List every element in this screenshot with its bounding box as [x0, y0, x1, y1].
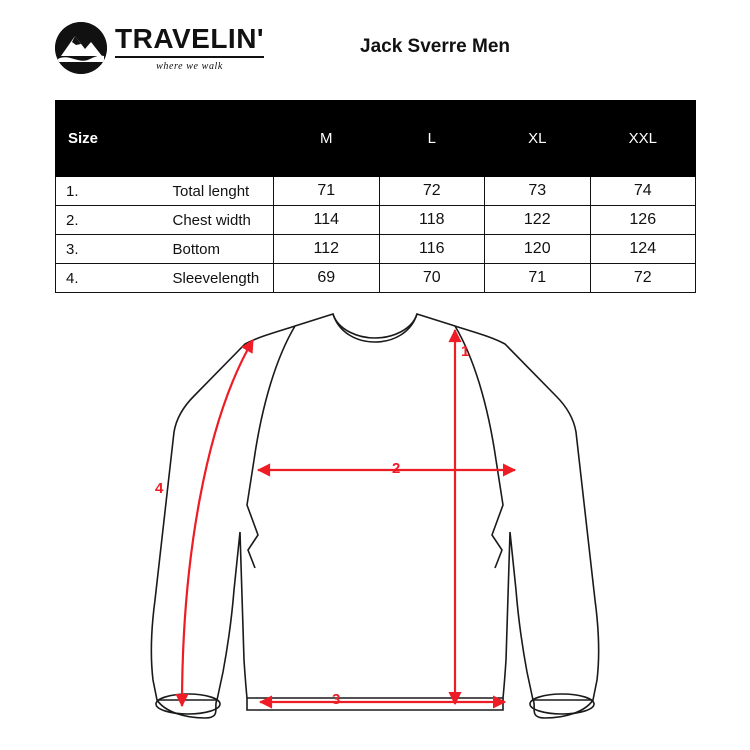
- table-header-row: [56, 101, 696, 177]
- cell-xxl: 74: [590, 177, 696, 206]
- table-row: [56, 235, 696, 264]
- cell-m: 114: [274, 206, 380, 235]
- table-row: [56, 264, 696, 293]
- column-header-size: Size: [56, 101, 274, 177]
- size-table: [55, 100, 696, 293]
- cell-xl: 71: [485, 264, 591, 293]
- shirt-outline: [151, 314, 598, 718]
- cell-l: 72: [379, 177, 485, 206]
- arrow-sleeve-length: [182, 340, 253, 706]
- cell-xxl: 72: [590, 264, 696, 293]
- marker-label-1: 1: [461, 343, 470, 360]
- table-row: [56, 206, 696, 235]
- row-number: 2.: [56, 206, 165, 235]
- row-measure: Total lenght: [165, 177, 274, 206]
- row-number: 1.: [56, 177, 165, 206]
- cell-l: 118: [379, 206, 485, 235]
- marker-label-2: 2: [392, 460, 401, 477]
- row-number: 3.: [56, 235, 165, 264]
- column-header-xxl: XXL: [590, 101, 696, 177]
- measure-arrows: [182, 330, 515, 706]
- cell-xl: 122: [485, 206, 591, 235]
- cell-m: 112: [274, 235, 380, 264]
- marker-label-3: 3: [332, 691, 341, 708]
- column-header-xl: XL: [485, 101, 591, 177]
- cell-xl: 73: [485, 177, 591, 206]
- page-title: Jack Sverre Men: [360, 36, 510, 57]
- garment-illustration: [0, 300, 750, 750]
- row-measure: Bottom: [165, 235, 274, 264]
- marker-label-4: 4: [155, 480, 164, 497]
- row-measure: Chest width: [165, 206, 274, 235]
- cell-l: 116: [379, 235, 485, 264]
- cell-xxl: 126: [590, 206, 696, 235]
- column-header-l: L: [379, 101, 485, 177]
- cell-l: 70: [379, 264, 485, 293]
- row-measure: Sleevelength: [165, 264, 274, 293]
- cell-m: 71: [274, 177, 380, 206]
- table-row: [56, 177, 696, 206]
- brand-name: TRAVELIN': [115, 23, 265, 55]
- cell-m: 69: [274, 264, 380, 293]
- header: [0, 14, 750, 84]
- row-number: 4.: [56, 264, 165, 293]
- cell-xxl: 124: [590, 235, 696, 264]
- cell-xl: 120: [485, 235, 591, 264]
- column-header-m: M: [274, 101, 380, 177]
- brand-tagline: where we walk: [156, 60, 223, 72]
